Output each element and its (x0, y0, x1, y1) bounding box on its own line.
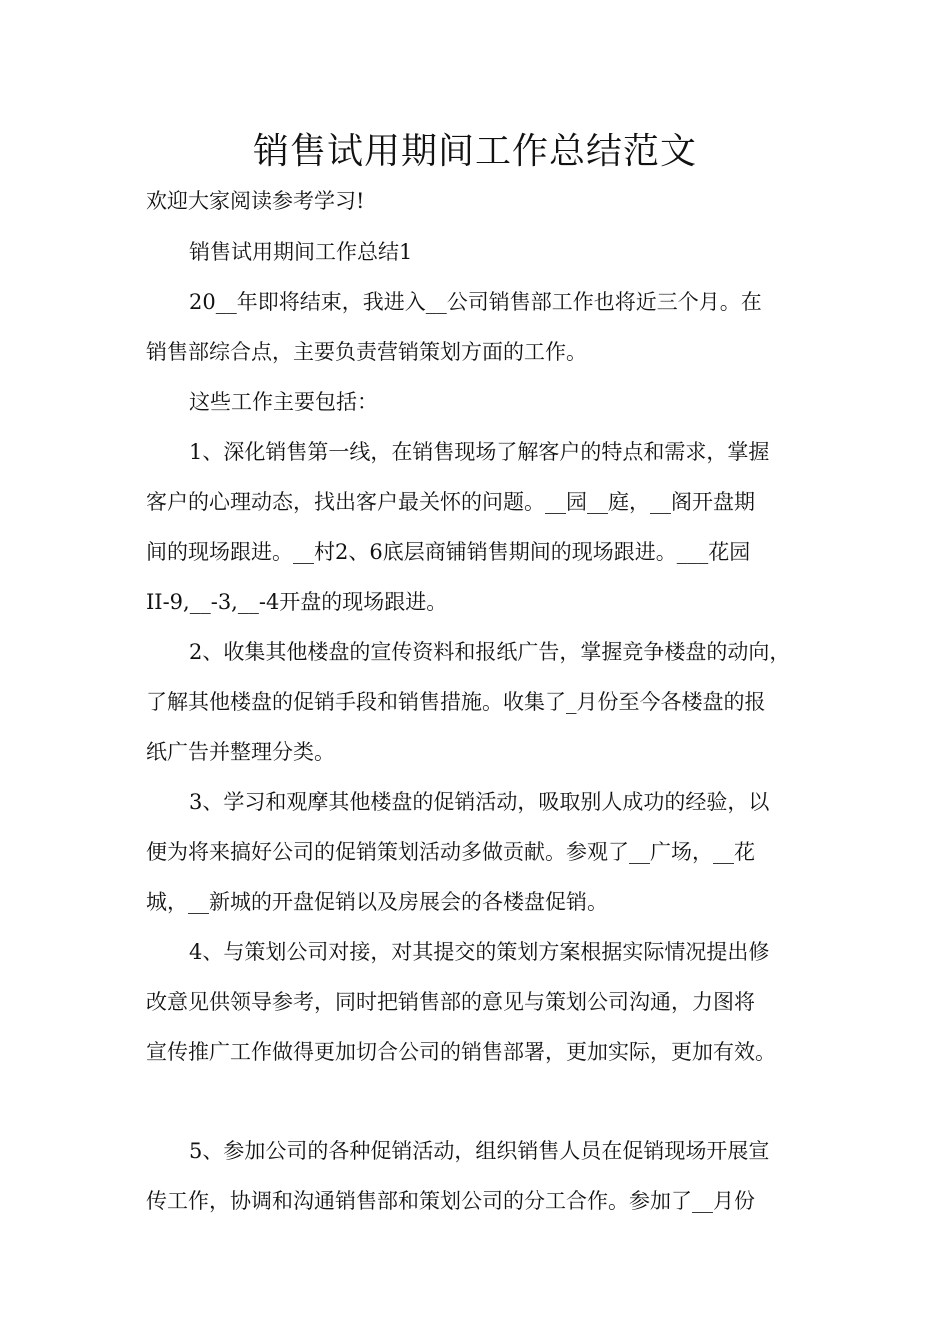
paragraph-line: 3、学习和观摩其他楼盘的促销活动，吸取别人成功的经验，以 (189, 790, 770, 814)
paragraph-line: 便为将来搞好公司的促销策划活动多做贡献。参观了__广场，__花 (146, 840, 755, 864)
paragraph-line: 5、参加公司的各种促销活动，组织销售人员在促销现场开展宣 (189, 1139, 770, 1163)
paragraph-line: II-9,__-3,__-4开盘的现场跟进。 (146, 590, 448, 614)
paragraph-line: 传工作，协调和沟通销售部和策划公司的分工合作。参加了__月份 (146, 1189, 755, 1213)
paragraph-line: 1、深化销售第一线，在销售现场了解客户的特点和需求，掌握 (189, 440, 770, 464)
paragraph-line: 改意见供领导参考，同时把销售部的意见与策划公司沟通，力图将 (146, 990, 755, 1014)
paragraph-line: 销售部综合点，主要负责营销策划方面的工作。 (146, 340, 587, 364)
paragraph-line: 4、与策划公司对接，对其提交的策划方案根据实际情况提出修 (189, 940, 770, 964)
paragraph-line: 城，__新城的开盘促销以及房展会的各楼盘促销。 (146, 890, 608, 914)
section-heading: 销售试用期间工作总结1 (189, 240, 413, 264)
paragraph-line: 客户的心理动态，找出客户最关怀的问题。__园__庭，__阁开盘期 (146, 490, 755, 514)
paragraph-line: 这些工作主要包括： (189, 390, 378, 414)
greeting-line: 欢迎大家阅读参考学习! (146, 189, 365, 213)
paragraph-line: 纸广告并整理分类。 (146, 740, 335, 764)
paragraph-line: 了解其他楼盘的促销手段和销售措施。收集了_月份至今各楼盘的报 (146, 690, 766, 714)
paragraph-line: 间的现场跟进。__村2、6底层商铺销售期间的现场跟进。___花园 (146, 540, 751, 564)
paragraph-line: 20__年即将结束，我进入__公司销售部工作也将近三个月。在 (189, 290, 762, 314)
paragraph-line: 2、收集其他楼盘的宣传资料和报纸广告，掌握竞争楼盘的动向， (189, 640, 791, 664)
document-title: 销售试用期间工作总结范文 (252, 131, 697, 172)
paragraph-line: 宣传推广工作做得更加切合公司的销售部署，更加实际，更加有效。 (146, 1040, 776, 1064)
